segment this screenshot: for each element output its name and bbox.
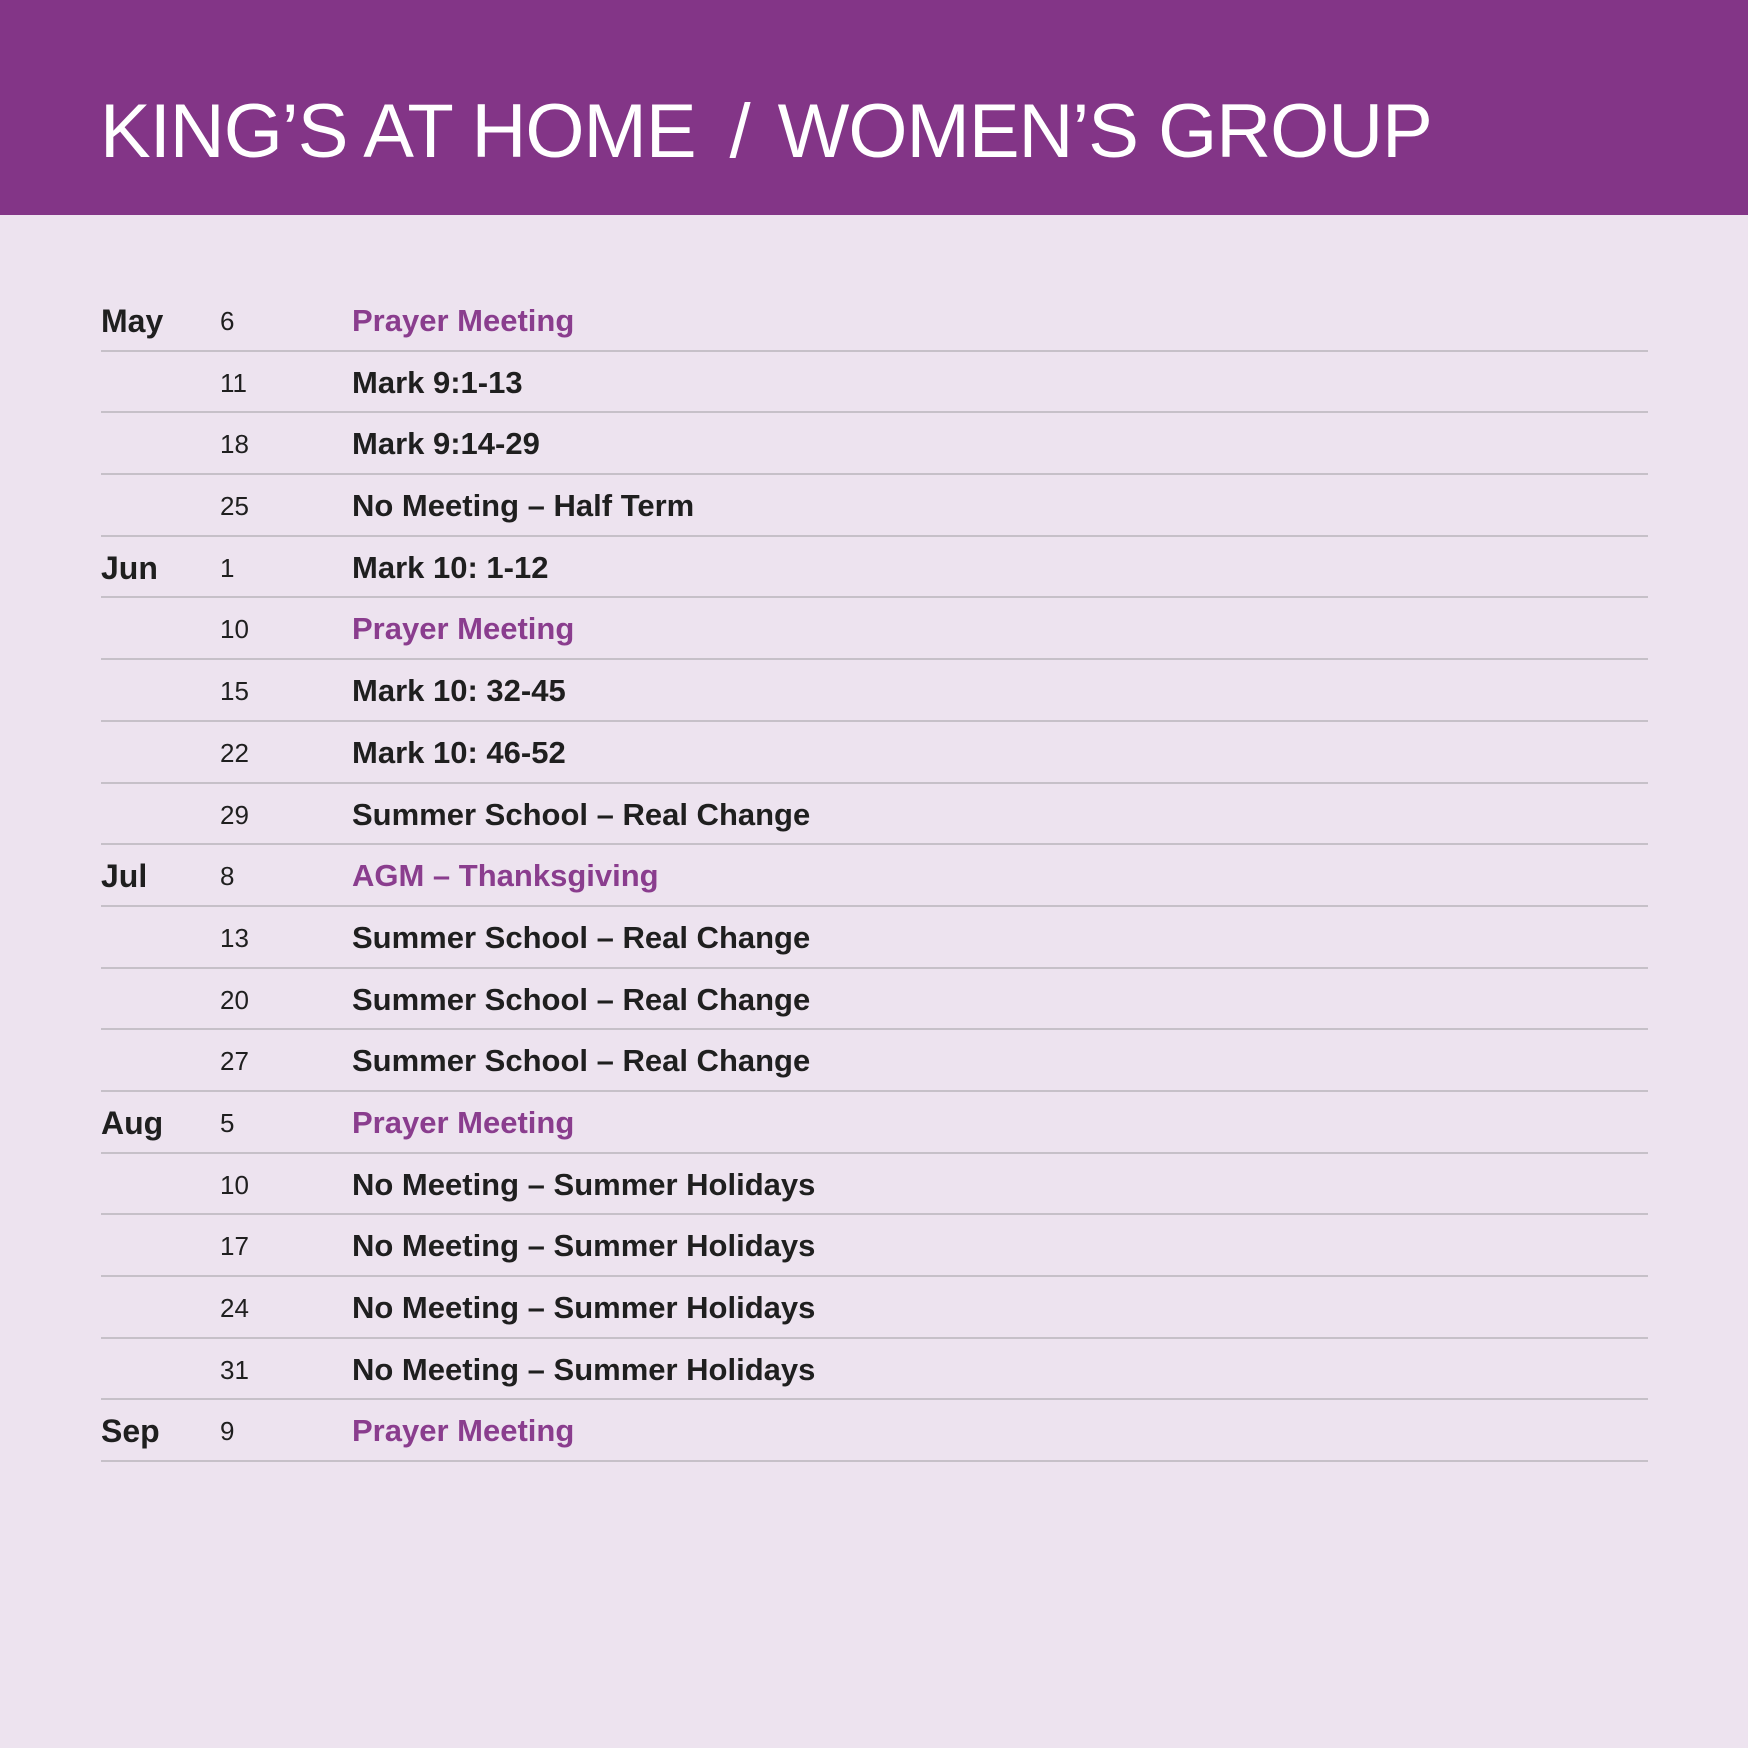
schedule-row [101, 413, 1648, 475]
event-title: No Meeting – Summer Holidays [352, 1228, 816, 1264]
page-title [100, 84, 1432, 180]
day-number: 11 [220, 367, 247, 398]
schedule-row [101, 1092, 1648, 1154]
event-title: No Meeting – Summer Holidays [352, 1351, 816, 1387]
title-right: WOMEN’S GROUP [777, 89, 1432, 174]
event-title: Prayer Meeting [352, 611, 575, 647]
month-label: Jun [101, 549, 158, 586]
day-number: 15 [220, 676, 249, 707]
schedule-row [101, 290, 1648, 352]
day-number: 31 [220, 1354, 249, 1385]
event-title: Mark 10: 46-52 [352, 734, 566, 770]
title-separator: / [729, 89, 750, 174]
event-title: Mark 9:1-13 [352, 364, 523, 400]
month-label: May [101, 303, 164, 339]
day-number: 6 [220, 306, 235, 336]
month-label: Jul [101, 858, 148, 895]
event-title: Mark 10: 1-12 [352, 549, 549, 585]
schedule-row [101, 537, 1648, 599]
schedule-row [101, 1030, 1648, 1092]
day-number: 13 [220, 922, 249, 953]
month-label: Aug [101, 1104, 164, 1141]
event-title: No Meeting – Half Term [352, 488, 695, 524]
day-number: 18 [220, 429, 249, 460]
month-label: Sep [101, 1413, 160, 1450]
event-title: Summer School – Real Change [352, 796, 811, 832]
day-number: 17 [220, 1231, 249, 1262]
day-number: 8 [220, 861, 235, 892]
schedule-row [101, 1154, 1648, 1216]
header-banner [0, 0, 1748, 215]
schedule-row [101, 598, 1648, 660]
event-title: Prayer Meeting [352, 303, 575, 338]
event-title: Summer School – Real Change [352, 981, 811, 1017]
schedule-row [101, 352, 1648, 414]
schedule-row [101, 1277, 1648, 1339]
day-number: 10 [220, 614, 249, 645]
day-number: 1 [220, 552, 235, 583]
day-number: 5 [220, 1107, 235, 1138]
schedule-row [101, 475, 1648, 537]
day-number: 24 [220, 1293, 249, 1323]
schedule-list [101, 290, 1648, 1462]
event-title: Summer School – Real Change [352, 919, 811, 955]
schedule-row [101, 722, 1648, 784]
day-number: 20 [220, 984, 249, 1015]
event-title: No Meeting – Summer Holidays [352, 1166, 816, 1202]
event-title: AGM – Thanksgiving [352, 858, 659, 894]
event-title: Mark 10: 32-45 [352, 673, 566, 709]
day-number: 29 [220, 799, 249, 830]
day-number: 22 [220, 737, 249, 768]
event-title: Summer School – Real Change [352, 1043, 811, 1079]
schedule-row [101, 1400, 1648, 1462]
day-number: 27 [220, 1046, 249, 1077]
schedule-row [101, 1215, 1648, 1277]
schedule-row [101, 969, 1648, 1031]
day-number: 9 [220, 1416, 235, 1447]
title-left: KING’S AT HOME [100, 89, 696, 174]
day-number: 25 [220, 491, 249, 522]
schedule-row [101, 660, 1648, 722]
schedule-row [101, 907, 1648, 969]
schedule-row [101, 845, 1648, 907]
event-title: No Meeting – Summer Holidays [352, 1290, 816, 1325]
schedule-row [101, 784, 1648, 846]
schedule-row [101, 1339, 1648, 1401]
event-title: Prayer Meeting [352, 1413, 575, 1449]
event-title: Mark 9:14-29 [352, 426, 540, 462]
day-number: 10 [220, 1169, 249, 1200]
event-title: Prayer Meeting [352, 1104, 575, 1140]
